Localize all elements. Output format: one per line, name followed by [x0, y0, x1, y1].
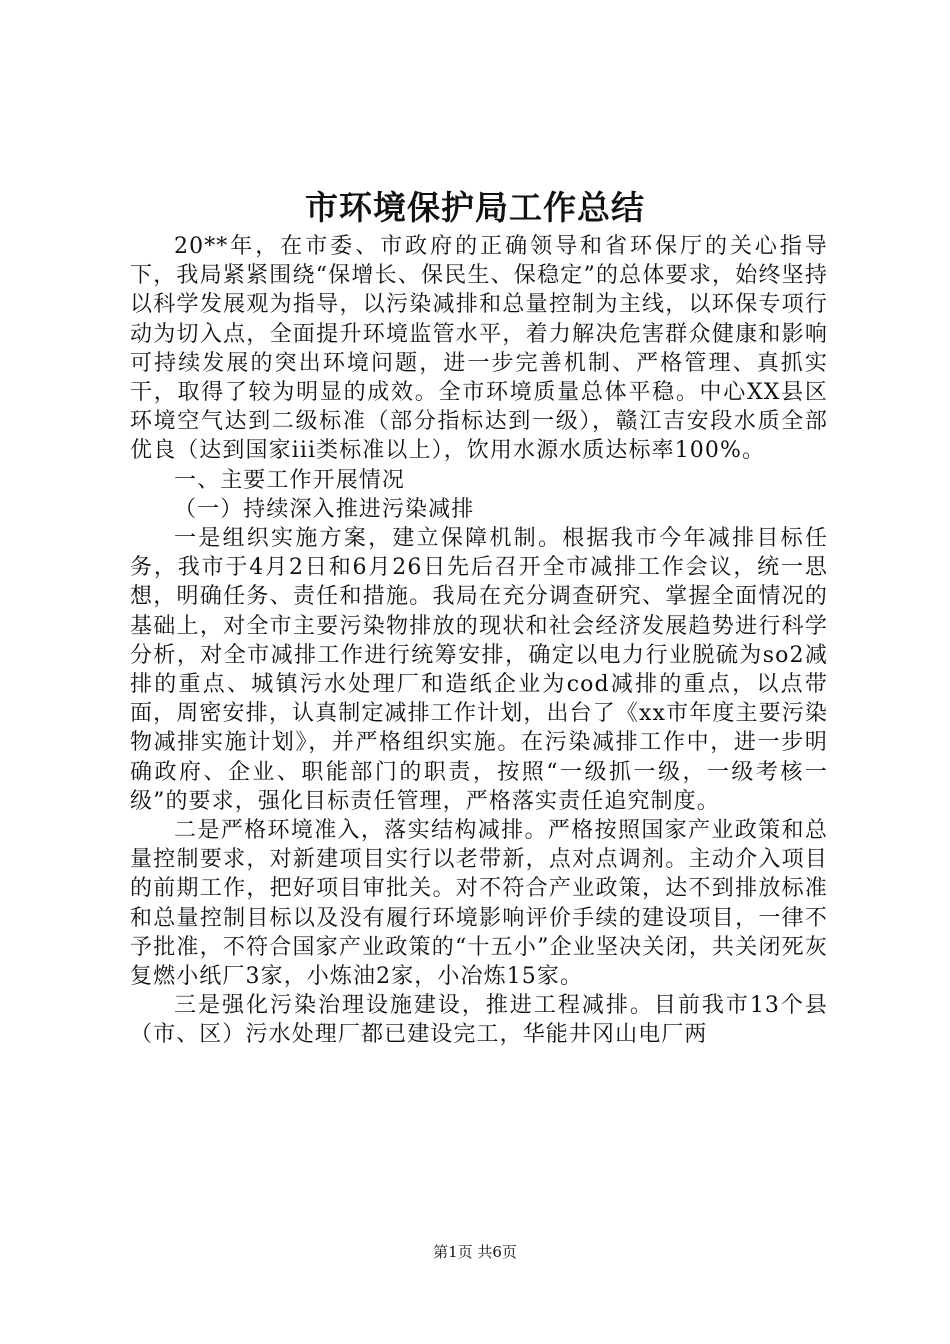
section-heading: 一、主要工作开展情况	[174, 467, 406, 493]
body-paragraph: 二是严格环境准入，落实结构减排。严格按照国家产业政策和总量控制要求，对新建项目实行以老带新，点对点调剂。主动介入项目的前期工作，把好项目审批关。对不符合产业政策，达不到排放标准和总量控制目标以及没有履行环境影响评价手续的建设项目，一律不予批准，不符合国家产业政策的“十五小”企业坚决关闭，共关闭死灰复燃小纸厂3家，小炼油2家，小冶炼15家。	[130, 818, 828, 990]
body-paragraph: 一是组织实施方案，建立保障机制。根据我市今年减排目标任务，我市于4月2日和6月26日先后召开全市减排工作会议，统一思想，明确任务、责任和措施。我局在充分调查研究、掌握全面情况的基础上，对全市主要污染物排放的现状和社会经济发展趋势进行科学分析，对全市减排工作进行统筹安排，确定以电力行业脱硫为so2减排的重点、城镇污水处理厂和造纸企业为cod减排的重点，以点带面，周密安排，认真制定减排工作计划，出台了《xx市年度主要污染物减排实施计划》，并严格组织实施。在污染减排工作中，进一步明确政府、企业、职能部门的职责，按照“一级抓一级，一级考核一级”的要求，强化目标责任管理，严格落实责任追究制度。	[130, 526, 828, 814]
body-paragraph: 三是强化污染治理设施建设，推进工程减排。目前我市13个县（市、区）污水处理厂都已建设完工，华能井冈山电厂两	[130, 993, 828, 1048]
subsection-heading: （一）持续深入推进污染减排	[174, 496, 475, 522]
document-body	[130, 232, 828, 1050]
intro-paragraph: 20**年，在市委、市政府的正确领导和省环保厅的关心指导下，我局紧紧围绕“保增长、保民生、保稳定”的总体要求，始终坚持以科学发展观为指导，以污染减排和总量控制为主线，以环保专项行动为切入点，全面提升环境监管水平，着力解决危害群众健康和影响可持续发展的突出环境问题，进一步完善机制、严格管理、真抓实干，取得了较为明显的成效。全市环境质量总体平稳。中心XX县区环境空气达到二级标准（部分指标达到一级），赣江吉安段水质全部优良（达到国家iii类标准以上），饮用水源水质达标率100%。	[130, 234, 828, 464]
page-number-footer: 第1页 共6页	[433, 1243, 517, 1261]
document-title: 市环境保护局工作总结	[305, 188, 645, 227]
